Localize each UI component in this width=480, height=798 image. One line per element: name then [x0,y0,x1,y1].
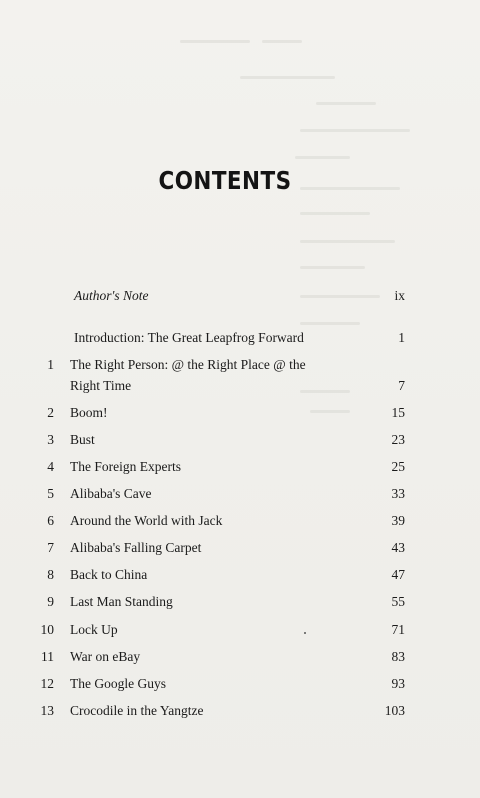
toc-entry-number: 11 [41,649,54,664]
toc-entry-title: Bust [70,432,95,447]
toc-entry-title: Alibaba's Falling Carpet [70,540,202,555]
toc-entry-number: 7 [47,540,54,555]
toc-entry-page: 23 [391,432,405,447]
toc-entry-number: 12 [40,676,54,691]
toc-entry-chapter-4[interactable] [0,457,480,477]
toc-entry-number: 13 [40,703,54,718]
toc-entry-number: 5 [47,486,54,501]
speck-mark [304,632,306,634]
toc-entry-chapter-11[interactable] [0,647,480,667]
toc-entry-title: Author's Note [74,288,149,303]
toc-entry-page: 93 [391,676,405,691]
toc-entry-page: 39 [391,513,405,528]
toc-entry-page: 103 [384,703,405,718]
toc-entry-number: 6 [47,513,54,528]
toc-entry-number: 9 [47,594,54,609]
toc-entry-chapter-7[interactable] [0,538,480,558]
toc-entry-title: Last Man Standing [70,594,173,609]
toc-entry-title: Alibaba's Cave [70,486,152,501]
toc-entry-chapter-5[interactable] [0,484,480,504]
toc-entry-page: 55 [391,594,405,609]
toc-entry-title: Lock Up [70,622,118,637]
toc-entry-title-line1: The Right Person: @ the Right Place @ the [70,357,306,372]
toc-entry-chapter-9[interactable] [0,592,480,612]
toc-entry-chapter-12[interactable] [0,674,480,694]
toc-entry-page: 83 [391,649,405,664]
toc-entry-number: 10 [40,622,54,637]
toc-entry-chapter-3[interactable] [0,430,480,450]
toc-entry-chapter-10[interactable] [0,620,480,640]
toc-entry-number: 2 [47,405,54,420]
toc-entry-title: Crocodile in the Yangtze [70,703,204,718]
toc-entry-page: 71 [391,622,405,637]
toc-entry-authors-note[interactable] [0,286,480,306]
toc-entry-page: 15 [391,405,405,420]
toc-entry-chapter-13[interactable] [0,701,480,721]
toc-entry-page: 1 [398,330,405,345]
contents-heading: CONTENTS [158,166,292,195]
toc-entry-title: Around the World with Jack [70,513,223,528]
toc-entry-title-line2: Right Time [70,378,132,393]
toc-entry-page: ix [394,288,405,303]
toc-entry-number: 3 [47,432,54,447]
toc-entry-page: 7 [398,378,405,393]
toc-entry-number: 8 [47,567,54,582]
toc-entry-chapter-1[interactable] [0,355,480,375]
toc-entry-chapter-8[interactable] [0,565,480,585]
toc-entry-title: War on eBay [70,649,141,664]
toc-entry-title: Back to China [70,567,148,582]
toc-entry-title: The Foreign Experts [70,459,181,474]
toc-entry-title: Introduction: The Great Leapfrog Forward [74,330,304,345]
toc-entry-title: Boom! [70,405,108,420]
toc-entry-chapter-1-continued[interactable] [0,376,480,396]
toc-entry-page: 25 [391,459,405,474]
toc-entry-page: 43 [391,540,405,555]
toc-entry-chapter-2[interactable] [0,403,480,423]
toc-entry-number: 1 [47,357,54,372]
toc-entry-chapter-6[interactable] [0,511,480,531]
toc-entry-page: 33 [391,486,405,501]
toc-entry-number: 4 [47,459,54,474]
toc-entry-title: The Google Guys [70,676,166,691]
toc-entry-introduction[interactable] [0,328,480,348]
toc-entry-page: 47 [391,567,405,582]
